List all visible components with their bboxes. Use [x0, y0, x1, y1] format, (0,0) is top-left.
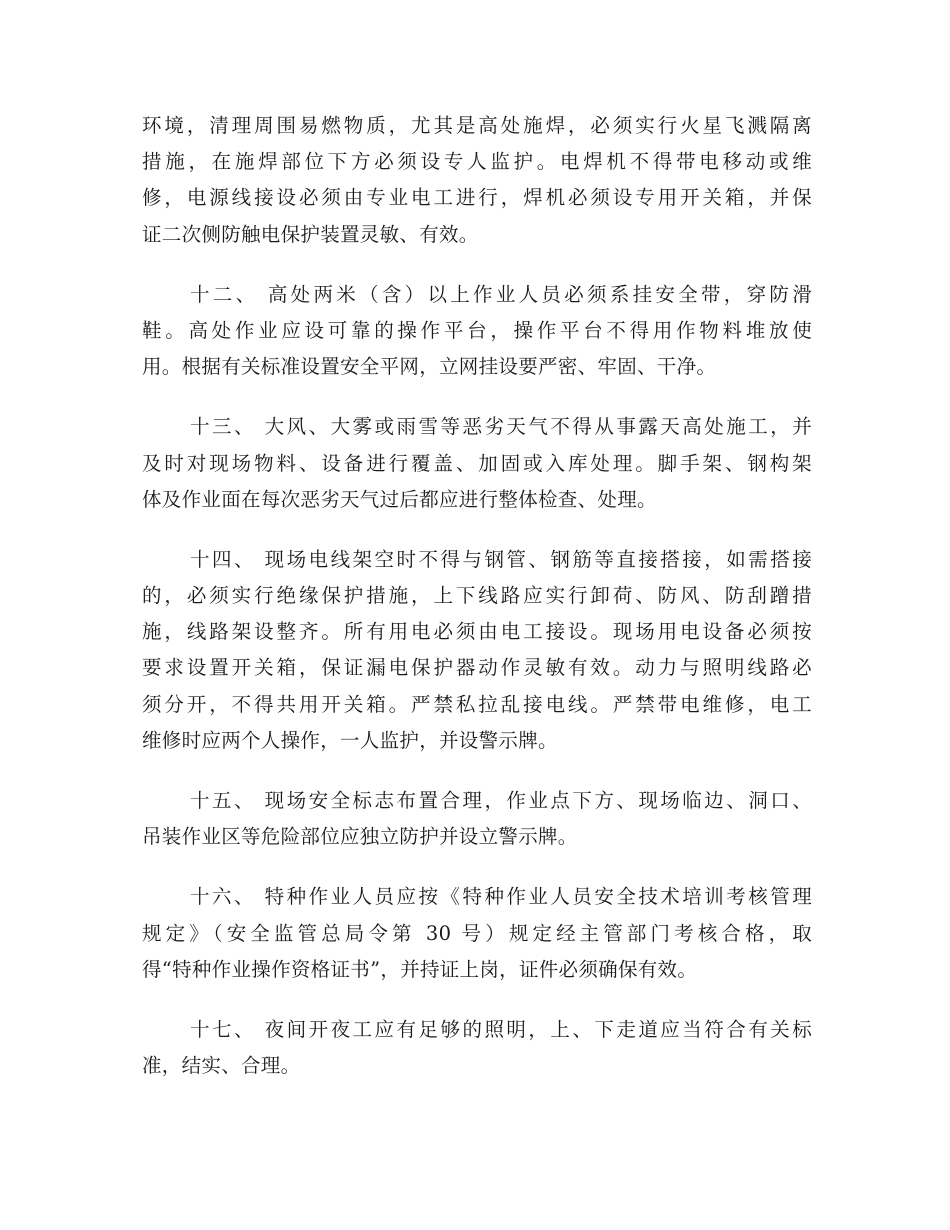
- text-line: 环境，清理周围易燃物质，尤其是高处施焊，必须实行火星飞溅隔离: [142, 114, 812, 137]
- text-line: 得“特种作业操作资格证书”，并持证上岗，证件必须确保有效。: [142, 957, 698, 981]
- text-line: 用。根据有关标准设置安全平网，立网挂设要严密、牢固、干净。: [142, 355, 717, 379]
- text-line: 十七、 夜间开夜工应有足够的照明，上、下走道应当符合有关标: [190, 1017, 812, 1041]
- text-line: 十六、 特种作业人员应按《特种作业人员安全技术培训考核管理: [190, 885, 812, 909]
- paragraph-16: [142, 879, 812, 988]
- text-line: 的，必须实行绝缘保护措施，上下线路应实行卸荷、防风、防刮蹭措: [142, 584, 812, 608]
- paragraph-17: [142, 1012, 812, 1084]
- text-line: 施，线路架设整齐。所有用电必须由电工接设。现场用电设备必须按: [142, 620, 812, 644]
- text-line: 十二、 高处两米（含）以上作业人员必须系挂安全带，穿防滑: [190, 282, 812, 306]
- text-line: 须分开，不得共用开关箱。严禁私拉乱接电线。严禁带电维修，电工: [142, 692, 812, 716]
- text-line: 十三、 大风、大雾或雨雪等恶劣天气不得从事露天高处施工，并: [190, 415, 812, 439]
- text-line: 措施，在施焊部位下方必须设专人监护。电焊机不得带电移动或维: [142, 150, 812, 174]
- text-line: 十五、 现场安全标志布置合理，作业点下方、现场临边、洞口、: [190, 789, 812, 812]
- text-line: 及时对现场物料、设备进行覆盖、加固或入库处理。脚手架、钢构架: [142, 451, 812, 475]
- text-line: 鞋。高处作业应设可靠的操作平台，操作平台不得用作物料堆放使: [142, 318, 812, 342]
- text-line: 规定》（安全监管总局令第 30 号）规定经主管部门考核合格，取: [142, 921, 812, 945]
- text-line: 体及作业面在每次恶劣天气过后都应进行整体检查、处理。: [142, 487, 657, 511]
- paragraph-15: [142, 783, 812, 855]
- text-line: 吊装作业区等危险部位应独立防护并设立警示牌。: [142, 825, 578, 849]
- paragraph-14: [142, 542, 812, 759]
- text-line: 准，结实、合理。: [142, 1054, 301, 1078]
- text-line: 十四、 现场电线架空时不得与钢管、钢筋等直接搭接，如需搭接: [190, 547, 812, 571]
- paragraph-13: [142, 409, 812, 518]
- text-line: 证二次侧防触电保护装置灵敏、有效。: [142, 222, 479, 246]
- text-line: 修，电源线接设必须由专业电工进行，焊机必须设专用开关箱，并保: [142, 186, 812, 210]
- text-line: 要求设置开关箱，保证漏电保护器动作灵敏有效。动力与照明线路必: [142, 656, 812, 680]
- paragraph-12: [142, 277, 812, 386]
- document-body: [142, 108, 812, 1084]
- paragraph-welding-continued: [142, 108, 812, 253]
- text-line: 维修时应两个人操作，一人监护，并设警示牌。: [142, 728, 558, 752]
